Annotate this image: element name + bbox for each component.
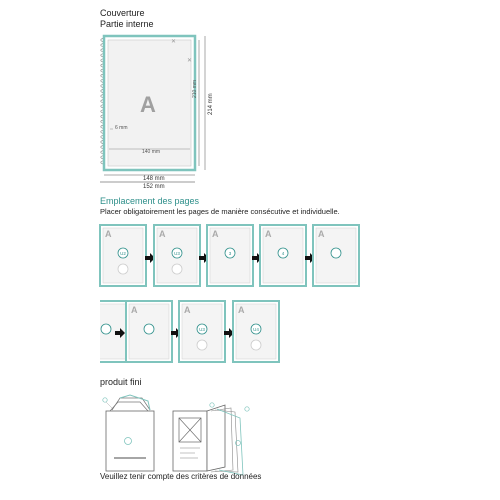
page-number-label: U4	[253, 327, 259, 332]
svg-text:✕: ✕	[187, 58, 193, 64]
finished-product-title: produit fini	[100, 377, 142, 387]
inner-part-title: Partie interne	[100, 19, 154, 29]
margin-dimension-label: 6 mm	[115, 125, 128, 131]
cover-page-letter: A	[140, 92, 156, 117]
page-number-label: 3	[228, 251, 232, 256]
svg-text:✕: ✕	[171, 39, 177, 45]
page-letter: A	[212, 229, 219, 239]
page-letter: A	[238, 305, 245, 315]
inner-height-dimension-label: 210 mm	[192, 79, 198, 98]
page-letter: A	[159, 229, 166, 239]
open-booklet-illustration	[173, 403, 249, 475]
page-number-label: 4	[281, 251, 285, 256]
page-number-label: U3	[174, 251, 180, 256]
inner-width-dimension-label: 140 mm	[142, 149, 161, 155]
page-number-label: U2	[120, 251, 126, 256]
page-number-label: U3	[199, 327, 205, 332]
page-letter: A	[318, 229, 325, 239]
placement-description: Placer obligatoirement les pages de manière consécutive et individuelle.	[100, 207, 340, 216]
outer-height-dimension-label: 214 mm	[208, 93, 214, 115]
page-letter: A	[105, 229, 112, 239]
page-letter: A	[265, 229, 272, 239]
cover-title: Couverture	[100, 8, 145, 18]
data-criteria-note: Veuillez tenir compte des critères de données	[100, 472, 262, 481]
page-letter: A	[131, 305, 138, 315]
outer-width-dimension-label: 152 mm	[143, 184, 165, 190]
trim-width-dimension-label: 148 mm	[143, 176, 165, 182]
closed-booklet-illustration	[103, 395, 154, 471]
placement-title: Emplacement des pages	[100, 196, 200, 206]
page-letter: A	[184, 305, 191, 315]
